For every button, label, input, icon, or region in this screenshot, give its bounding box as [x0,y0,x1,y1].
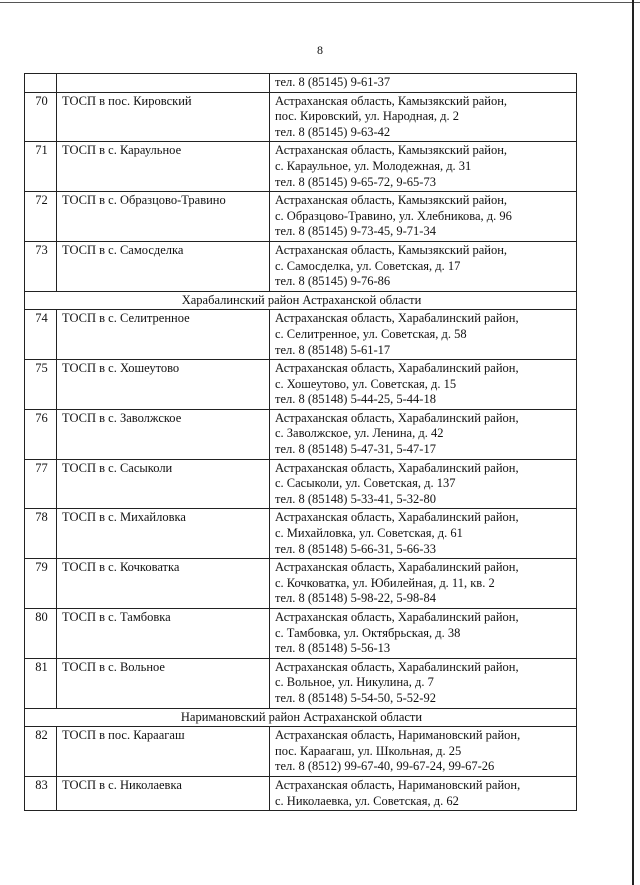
table-row [25,241,577,291]
row-number: 73 [25,241,57,291]
office-address [270,609,577,659]
office-address [270,776,577,810]
office-name: ТОСП в с. Хошеутово [57,360,270,410]
row-number: 78 [25,509,57,559]
phone-line: тел. 8 (85148) 5-98-22, 5-98-84 [275,591,436,606]
address-line: Астраханская область, Харабалинский район, [275,610,519,624]
scan-right-edge [632,0,634,885]
office-name: ТОСП в с. Кочковатка [57,559,270,609]
phone-line: тел. 8 (85148) 5-66-31, 5-66-33 [275,541,436,556]
address-line: с. Николаевка, ул. Советская, д. 62 [275,793,459,808]
office-address [270,658,577,708]
table-row [25,74,577,93]
phone-line: тел. 8 (85148) 5-56-13 [275,641,391,656]
office-address [270,409,577,459]
address-line: с. Кочковатка, ул. Юбилейная, д. 11, кв. 2 [275,575,495,590]
office-name: ТОСП в с. Михайловка [57,509,270,559]
row-number: 82 [25,727,57,777]
office-address [270,459,577,509]
address-line: с. Самосделка, ул. Советская, д. 17 [275,258,461,273]
office-address [270,92,577,142]
address-line: с. Селитренное, ул. Советская, д. 58 [275,326,467,341]
address-line: Астраханская область, Харабалинский район, [275,311,519,326]
office-name: ТОСП в с. Заволжское [57,409,270,459]
phone-line: тел. 8 (85148) 5-54-50, 5-52-92 [275,690,436,705]
address-line: Астраханская область, Харабалинский район, [275,510,519,525]
section-title: Наримановский район Астраханской области [25,708,577,727]
table-row [25,559,577,609]
row-number: 74 [25,310,57,360]
page-number: 8 [317,43,323,57]
office-address [270,559,577,609]
office-address [270,142,577,192]
section-title: Харабалинский район Астраханской области [25,291,577,310]
address-line: Астраханская область, Харабалинский район, [275,460,519,475]
row-number: 79 [25,559,57,609]
table-row [25,609,577,659]
address-line: Астраханская область, Камызякский район, [275,193,508,208]
offices-table-body [25,74,577,811]
address-line: пос. Кировский, ул. Народная, д. 2 [275,109,460,124]
row-number: 70 [25,92,57,142]
table-row [25,142,577,192]
address-line: Астраханская область, Камызякский район, [275,143,508,158]
office-name: ТОСП в с. Караульное [57,142,270,192]
office-address [270,241,577,291]
address-line: Астраханская область, Камызякский район, [275,93,508,108]
office-address [270,310,577,360]
phone-line: тел. 8 (85148) 5-33-41, 5-32-80 [275,491,436,506]
office-name: ТОСП в с. Николаевка [57,776,270,810]
address-line: с. Образцово-Травино, ул. Хлебникова, д. 96 [275,208,512,223]
address-line: Астраханская область, Камызякский район, [275,242,508,257]
office-name [57,74,270,93]
scan-top-edge [0,2,640,3]
phone-line: тел. 8 (85148) 5-44-25, 5-44-18 [275,392,436,407]
table-row [25,92,577,142]
office-name: ТОСП в пос. Караагаш [57,727,270,777]
table-row [25,409,577,459]
row-number: 83 [25,776,57,810]
office-name: ТОСП в с. Вольное [57,658,270,708]
office-name: ТОСП в с. Тамбовка [57,609,270,659]
address-line: с. Заволжское, ул. Ленина, д. 42 [275,426,444,441]
office-name: ТОСП в с. Селитренное [57,310,270,360]
section-header-row [25,291,577,310]
table-row [25,727,577,777]
address-line: Астраханская область, Харабалинский район, [275,361,519,376]
office-address [270,360,577,410]
address-line: Астраханская область, Наримановский район, [275,777,521,792]
address-line: пос. Караагаш, ул. Школьная, д. 25 [275,743,462,758]
address-line: Астраханская область, Харабалинский район, [275,560,519,575]
phone-line: тел. 8 (85148) 5-47-31, 5-47-17 [275,442,436,457]
row-number: 71 [25,142,57,192]
address-line: с. Караульное, ул. Молодежная, д. 31 [275,158,472,173]
row-number [25,74,57,93]
address-line: с. Вольное, ул. Никулина, д. 7 [275,675,434,690]
office-address [270,74,577,93]
phone-line: тел. 8 (85145) 9-63-42 [275,124,391,139]
table-row [25,192,577,242]
office-address [270,192,577,242]
row-number: 77 [25,459,57,509]
table-row [25,360,577,410]
table-row [25,459,577,509]
office-name: ТОСП в с. Образцово-Травино [57,192,270,242]
phone-line: тел. 8 (85145) 9-61-37 [275,75,391,89]
phone-line: тел. 8 (85148) 5-61-17 [275,342,391,357]
table-row [25,509,577,559]
table-row [25,776,577,810]
table-row [25,310,577,360]
row-number: 75 [25,360,57,410]
row-number: 76 [25,409,57,459]
office-name: ТОСП в с. Сасыколи [57,459,270,509]
phone-line: тел. 8 (85145) 9-65-72, 9-65-73 [275,174,436,189]
row-number: 72 [25,192,57,242]
office-name: ТОСП в с. Самосделка [57,241,270,291]
section-header-row [25,708,577,727]
office-address [270,509,577,559]
row-number: 81 [25,658,57,708]
offices-table [24,73,577,811]
address-line: с. Михайловка, ул. Советская, д. 61 [275,526,463,541]
address-line: Астраханская область, Наримановский район, [275,728,521,743]
phone-line: тел. 8 (85145) 9-76-86 [275,274,391,289]
table-row [25,658,577,708]
office-address [270,727,577,777]
address-line: с. Сасыколи, ул. Советская, д. 137 [275,476,456,491]
address-line: с. Тамбовка, ул. Октябрьская, д. 38 [275,625,461,640]
office-name: ТОСП в пос. Кировский [57,92,270,142]
address-line: Астраханская область, Харабалинский район, [275,410,519,425]
phone-line: тел. 8 (8512) 99-67-40, 99-67-24, 99-67-26 [275,759,495,774]
phone-line: тел. 8 (85145) 9-73-45, 9-71-34 [275,224,436,239]
row-number: 80 [25,609,57,659]
address-line: с. Хошеутово, ул. Советская, д. 15 [275,376,457,391]
address-line: Астраханская область, Харабалинский район, [275,659,519,674]
